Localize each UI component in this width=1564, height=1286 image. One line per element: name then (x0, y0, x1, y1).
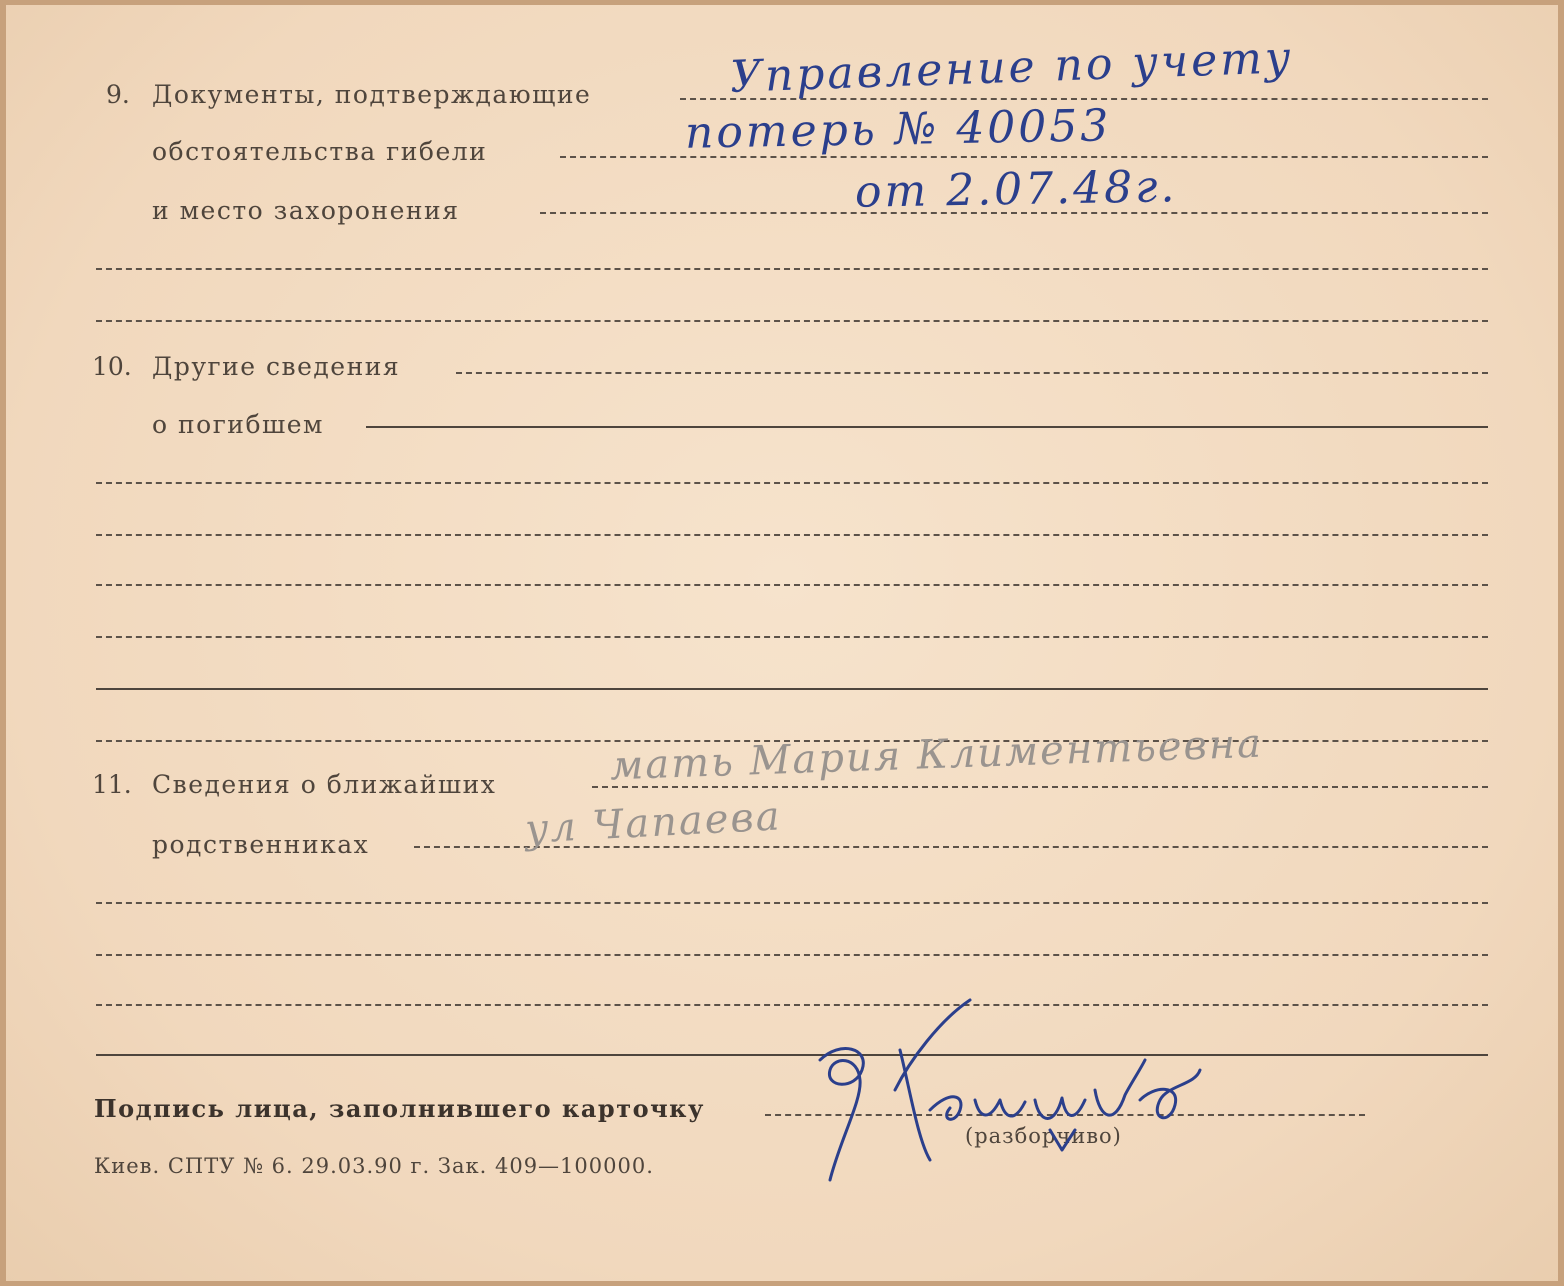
section9-rule-5 (96, 320, 1488, 322)
section10-rule-5 (96, 584, 1488, 586)
section10-label-line1: Другие сведения (152, 352, 401, 381)
section10-rule-4 (96, 534, 1488, 536)
print-imprint: Киев. СПТУ № 6. 29.03.90 г. Зак. 409—100000. (94, 1154, 654, 1178)
section9-handwriting-3: от 2.07.48г. (854, 161, 1178, 218)
section11-rule-1 (592, 786, 1488, 788)
section10-number: 10. (92, 352, 132, 381)
section11-rule-6 (96, 1054, 1488, 1056)
card-edge-bottom (0, 1281, 1564, 1286)
legible-note: (разборчиво) (965, 1124, 1122, 1148)
signature-label: Подпись лица, заполнившего карточку (94, 1094, 705, 1123)
section10-rule-7 (96, 688, 1488, 690)
section11-rule-3 (96, 902, 1488, 904)
section9-handwriting-2: потерь № 40053 (684, 100, 1112, 159)
section9-number: 9. (106, 80, 130, 109)
section9-rule-4 (96, 268, 1488, 270)
section9-handwriting-1: Управление по учету (729, 32, 1295, 103)
handwritten-signature (800, 990, 1240, 1200)
section10-rule-3 (96, 482, 1488, 484)
section9-label-line3: и место захоронения (152, 196, 460, 225)
section11-rule-4 (96, 954, 1488, 956)
section11-number: 11. (92, 770, 132, 799)
section11-handwriting-2: ул Чапаева (523, 793, 783, 853)
card-edge-top (0, 0, 1564, 5)
section11-handwriting-1: мать Мария Климентьевна (609, 720, 1264, 790)
card-edge-left (0, 0, 6, 1286)
card-edge-right (1558, 0, 1564, 1286)
section10-label-line2: о погибшем (152, 410, 325, 439)
section10-rule-6 (96, 636, 1488, 638)
section9-label-line2: обстоятельства гибели (152, 137, 488, 166)
section11-label-line2: родственниках (152, 830, 370, 859)
section9-label-line1: Документы, подтверждающие (152, 80, 592, 109)
section10-rule-1 (456, 372, 1488, 374)
section11-rule-5 (96, 1004, 1488, 1006)
section11-label-line1: Сведения о ближайших (152, 770, 497, 799)
section10-rule-2 (366, 426, 1488, 428)
